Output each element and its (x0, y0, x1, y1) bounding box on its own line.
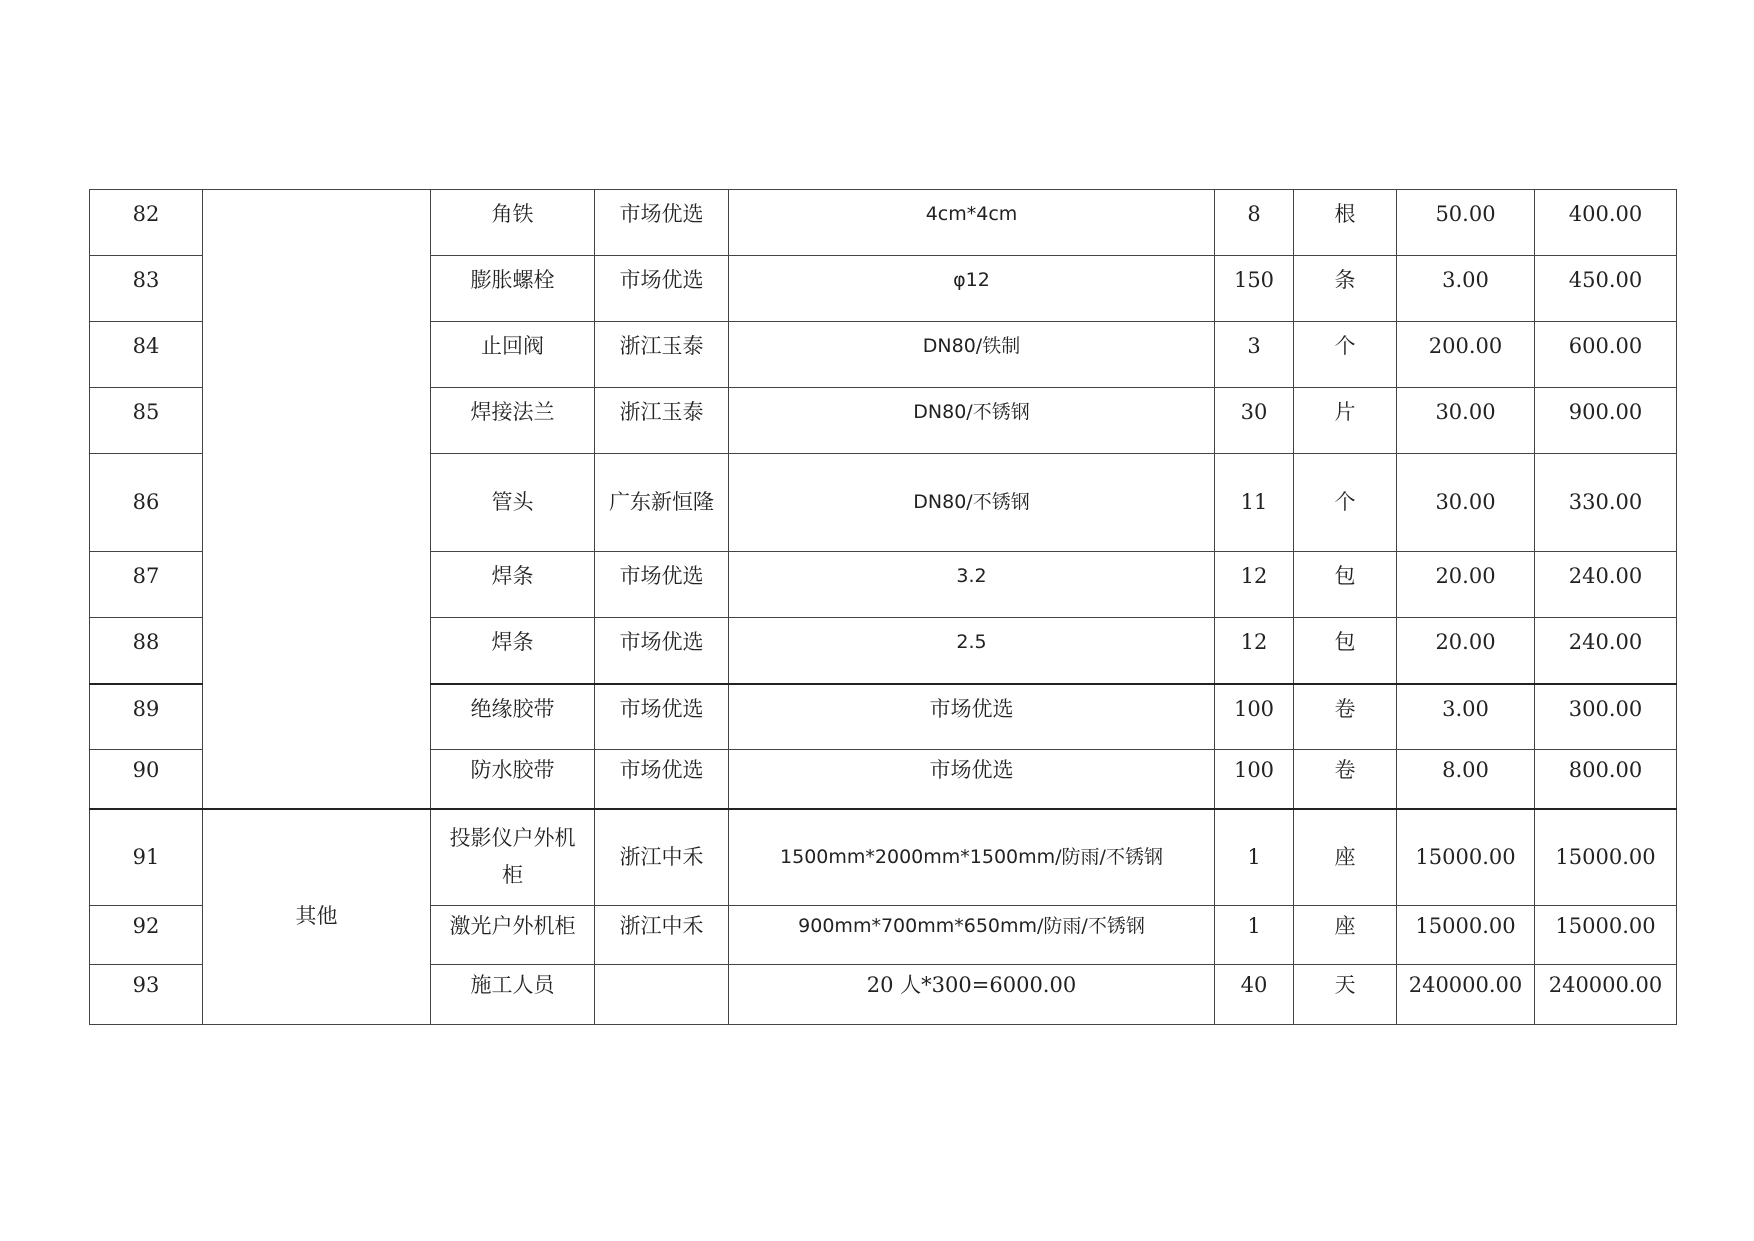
cell-unit: 个 (1294, 322, 1397, 388)
cell-price: 30.00 (1397, 454, 1535, 552)
cell-spec: 市场优选 (729, 750, 1215, 809)
cell-brand: 市场优选 (595, 190, 729, 256)
cell-brand: 市场优选 (595, 618, 729, 684)
cell-unit: 天 (1294, 965, 1397, 1025)
cell-total: 900.00 (1535, 388, 1677, 454)
cell-unit: 个 (1294, 454, 1397, 552)
cell-spec: 3.2 (729, 552, 1215, 618)
cell-spec: 市场优选 (729, 684, 1215, 750)
cell-price: 20.00 (1397, 618, 1535, 684)
cell-price: 240000.00 (1397, 965, 1535, 1025)
cell-no: 85 (90, 388, 203, 454)
cell-price: 3.00 (1397, 684, 1535, 750)
cell-brand: 浙江玉泰 (595, 388, 729, 454)
cell-spec: 2.5 (729, 618, 1215, 684)
cell-name: 焊接法兰 (431, 388, 595, 454)
cell-spec: 1500mm*2000mm*1500mm/防雨/不锈钢 (729, 809, 1215, 906)
cell-unit: 包 (1294, 552, 1397, 618)
cell-total: 240000.00 (1535, 965, 1677, 1025)
cell-brand: 广东新恒隆 (595, 454, 729, 552)
cell-total: 450.00 (1535, 256, 1677, 322)
cell-qty: 150 (1215, 256, 1294, 322)
cell-qty: 11 (1215, 454, 1294, 552)
cell-spec: DN80/铁制 (729, 322, 1215, 388)
cell-price: 15000.00 (1397, 906, 1535, 965)
cell-no: 93 (90, 965, 203, 1025)
cell-price: 8.00 (1397, 750, 1535, 809)
cell-name: 施工人员 (431, 965, 595, 1025)
cell-name: 防水胶带 (431, 750, 595, 809)
cell-name: 投影仪户外机柜 (431, 809, 595, 906)
cell-qty: 1 (1215, 906, 1294, 965)
cell-no: 91 (90, 809, 203, 906)
cell-qty: 100 (1215, 684, 1294, 750)
cell-name: 焊条 (431, 618, 595, 684)
cell-name: 绝缘胶带 (431, 684, 595, 750)
cell-name: 膨胀螺栓 (431, 256, 595, 322)
cell-unit: 条 (1294, 256, 1397, 322)
cell-name: 焊条 (431, 552, 595, 618)
cell-spec: 900mm*700mm*650mm/防雨/不锈钢 (729, 906, 1215, 965)
cell-no: 90 (90, 750, 203, 809)
cell-name: 止回阀 (431, 322, 595, 388)
cell-name: 管头 (431, 454, 595, 552)
cell-price: 20.00 (1397, 552, 1535, 618)
cell-brand: 市场优选 (595, 256, 729, 322)
cell-brand: 浙江中禾 (595, 809, 729, 906)
cell-total: 330.00 (1535, 454, 1677, 552)
cell-spec: DN80/不锈钢 (729, 388, 1215, 454)
cell-category-blank (203, 190, 431, 809)
cell-spec: 20 人*300=6000.00 (729, 965, 1215, 1025)
cell-no: 83 (90, 256, 203, 322)
cell-total: 400.00 (1535, 190, 1677, 256)
cell-price: 3.00 (1397, 256, 1535, 322)
category-other: 其他 (203, 809, 431, 1025)
cell-unit: 卷 (1294, 684, 1397, 750)
cell-qty: 12 (1215, 618, 1294, 684)
cell-unit: 座 (1294, 906, 1397, 965)
cell-qty: 3 (1215, 322, 1294, 388)
cell-total: 15000.00 (1535, 809, 1677, 906)
cell-brand: 浙江中禾 (595, 906, 729, 965)
cell-no: 82 (90, 190, 203, 256)
cell-no: 88 (90, 618, 203, 684)
price-list-sheet (89, 189, 1677, 1025)
cell-total: 15000.00 (1535, 906, 1677, 965)
cell-price: 30.00 (1397, 388, 1535, 454)
cell-brand: 市场优选 (595, 552, 729, 618)
cell-total: 300.00 (1535, 684, 1677, 750)
price-list-table (89, 189, 1677, 1025)
cell-price: 15000.00 (1397, 809, 1535, 906)
cell-brand (595, 965, 729, 1025)
cell-qty: 30 (1215, 388, 1294, 454)
cell-no: 89 (90, 684, 203, 750)
cell-qty: 1 (1215, 809, 1294, 906)
cell-unit: 卷 (1294, 750, 1397, 809)
cell-price: 50.00 (1397, 190, 1535, 256)
cell-total: 600.00 (1535, 322, 1677, 388)
cell-total: 240.00 (1535, 552, 1677, 618)
cell-no: 87 (90, 552, 203, 618)
cell-brand: 浙江玉泰 (595, 322, 729, 388)
cell-unit: 座 (1294, 809, 1397, 906)
cell-qty: 8 (1215, 190, 1294, 256)
cell-brand: 市场优选 (595, 750, 729, 809)
table-row (90, 809, 1677, 906)
table-row (90, 190, 1677, 256)
cell-unit: 根 (1294, 190, 1397, 256)
cell-no: 84 (90, 322, 203, 388)
cell-name: 激光户外机柜 (431, 906, 595, 965)
cell-unit: 包 (1294, 618, 1397, 684)
cell-qty: 12 (1215, 552, 1294, 618)
cell-spec: 4cm*4cm (729, 190, 1215, 256)
cell-price: 200.00 (1397, 322, 1535, 388)
cell-spec: φ12 (729, 256, 1215, 322)
cell-qty: 100 (1215, 750, 1294, 809)
cell-spec: DN80/不锈钢 (729, 454, 1215, 552)
cell-qty: 40 (1215, 965, 1294, 1025)
cell-brand: 市场优选 (595, 684, 729, 750)
cell-no: 92 (90, 906, 203, 965)
cell-total: 240.00 (1535, 618, 1677, 684)
cell-name: 角铁 (431, 190, 595, 256)
cell-no: 86 (90, 454, 203, 552)
cell-unit: 片 (1294, 388, 1397, 454)
cell-total: 800.00 (1535, 750, 1677, 809)
